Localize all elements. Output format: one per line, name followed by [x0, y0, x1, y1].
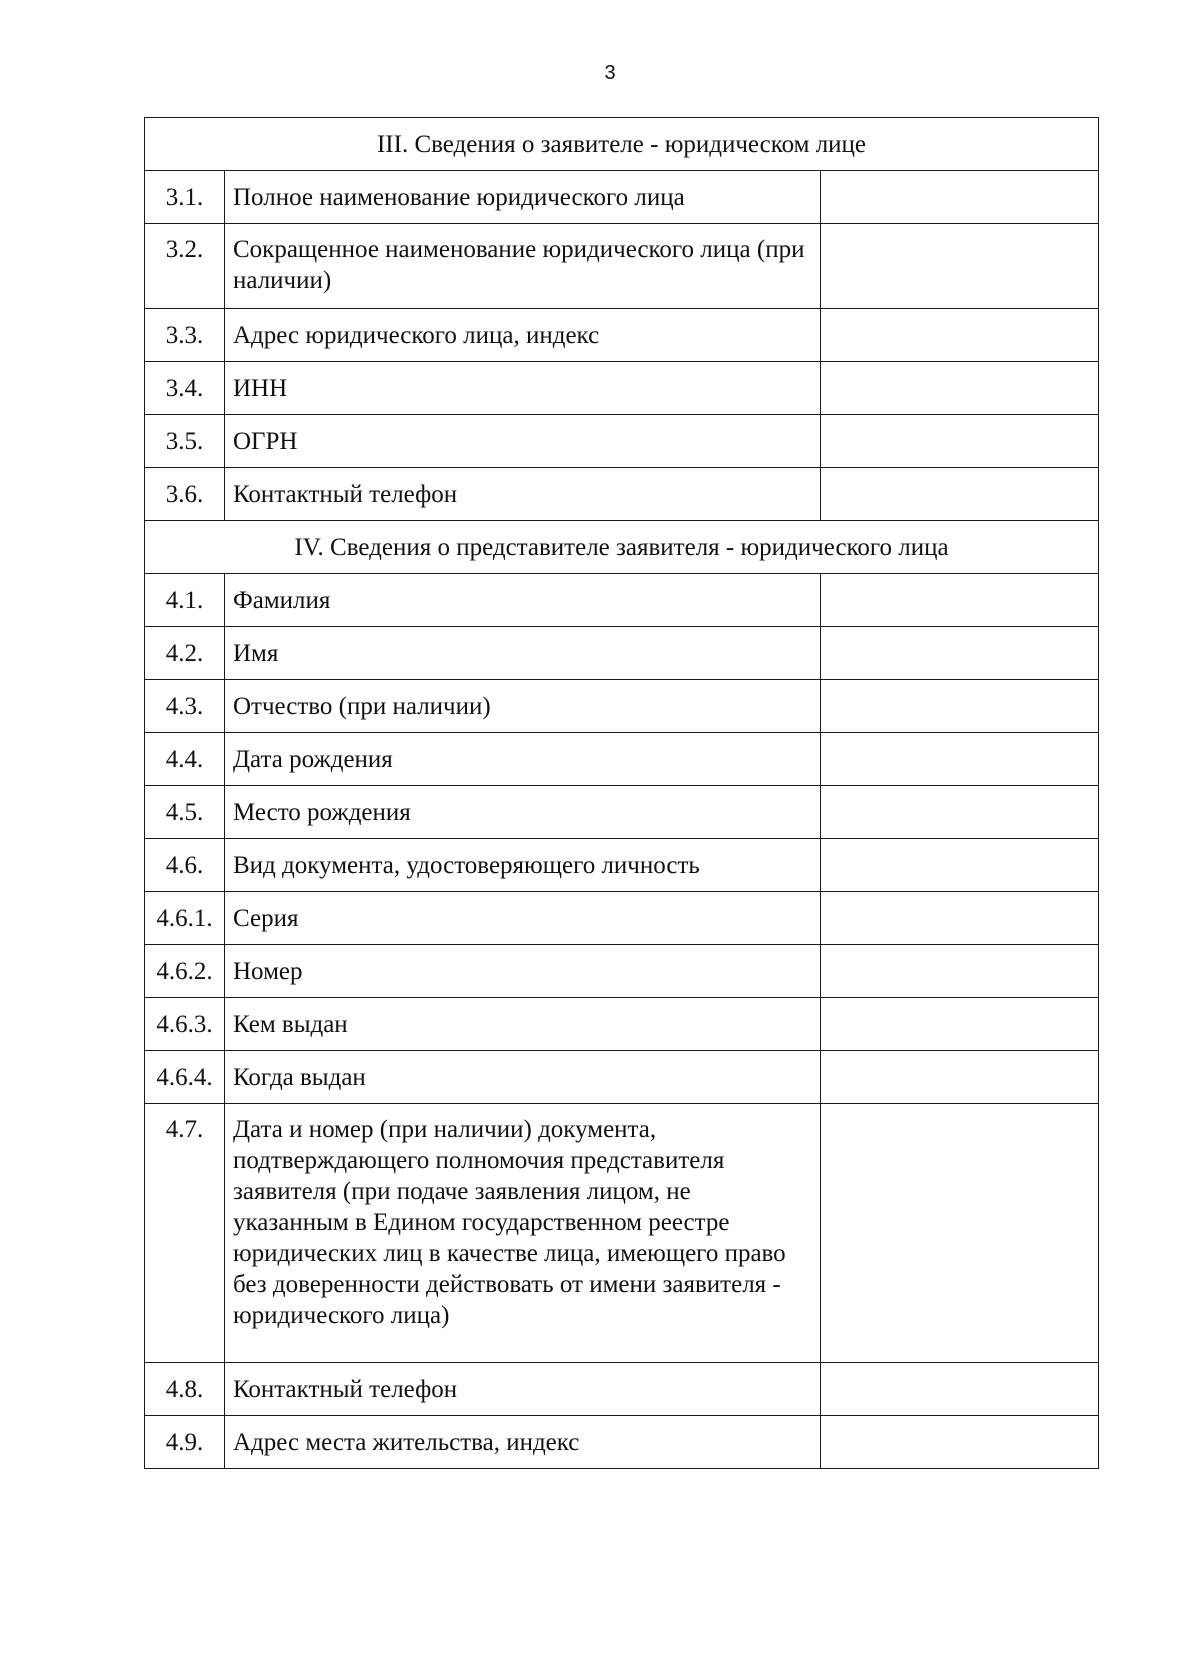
row-label: Номер: [225, 945, 821, 998]
page-number: 3: [604, 62, 616, 84]
row-number: 4.4.: [145, 733, 225, 786]
value-field-ogrn[interactable]: [821, 415, 1099, 468]
row-label: Контактный телефон: [225, 1363, 821, 1416]
row-label: Фамилия: [225, 574, 821, 627]
row-number: 3.6.: [145, 468, 225, 521]
value-field-doc-issue-date[interactable]: [821, 1051, 1099, 1104]
row-number: 4.3.: [145, 680, 225, 733]
section-title: III. Сведения о заявителе - юридическом лице: [145, 118, 1099, 171]
row-label: Полное наименование юридического лица: [225, 171, 821, 224]
value-field-first-name[interactable]: [821, 627, 1099, 680]
row-label: Серия: [225, 892, 821, 945]
value-field-birth-date[interactable]: [821, 733, 1099, 786]
row-number: 4.6.2.: [145, 945, 225, 998]
row-label: Дата и номер (при наличии) документа, подтверждающего полномочия представителя заявителя (при подаче заявления лицом, не указанным в Едином государственном реестре юридических лиц в качестве лица, имеющего право без доверенности действовать от имени заявителя - юридического лица): [225, 1104, 821, 1363]
row-label: Когда выдан: [225, 1051, 821, 1104]
row-number: 3.1.: [145, 171, 225, 224]
row-number: 3.4.: [145, 362, 225, 415]
row-label: Место рождения: [225, 786, 821, 839]
row-number: 4.1.: [145, 574, 225, 627]
row-label: Адрес юридического лица, индекс: [225, 309, 821, 362]
value-field-residence-address[interactable]: [821, 1416, 1099, 1469]
section-header-row: [145, 118, 1099, 171]
applicant-info-table: [144, 117, 1099, 1469]
value-field-phone[interactable]: [821, 468, 1099, 521]
value-field-doc-number[interactable]: [821, 945, 1099, 998]
row-label: Вид документа, удостоверяющего личность: [225, 839, 821, 892]
table-row: [145, 1416, 1099, 1469]
row-number: 4.6.3.: [145, 998, 225, 1051]
table-row: [145, 224, 1099, 309]
table-row: [145, 1104, 1099, 1363]
table-row: [145, 468, 1099, 521]
value-field-patronymic[interactable]: [821, 680, 1099, 733]
table-row: [145, 309, 1099, 362]
row-label: Дата рождения: [225, 733, 821, 786]
row-number: 4.9.: [145, 1416, 225, 1469]
value-field-id-doc-type[interactable]: [821, 839, 1099, 892]
row-label: Имя: [225, 627, 821, 680]
section-title: IV. Сведения о представителе заявителя - юридического лица: [145, 521, 1099, 574]
value-field-doc-series[interactable]: [821, 892, 1099, 945]
table-row: [145, 1051, 1099, 1104]
table-row: [145, 892, 1099, 945]
row-number: 4.5.: [145, 786, 225, 839]
row-number: 3.2.: [145, 224, 225, 309]
row-label: Адрес места жительства, индекс: [225, 1416, 821, 1469]
row-label: Контактный телефон: [225, 468, 821, 521]
row-number: 3.3.: [145, 309, 225, 362]
row-number: 4.7.: [145, 1104, 225, 1363]
row-label: Отчество (при наличии): [225, 680, 821, 733]
row-label: ОГРН: [225, 415, 821, 468]
section-header-row: [145, 521, 1099, 574]
value-field-surname[interactable]: [821, 574, 1099, 627]
table-row: [145, 415, 1099, 468]
row-label: Сокращенное наименование юридического лица (при наличии): [225, 224, 821, 309]
table-row: [145, 362, 1099, 415]
value-field-birth-place[interactable]: [821, 786, 1099, 839]
table-row: [145, 786, 1099, 839]
value-field-address[interactable]: [821, 309, 1099, 362]
row-number: 4.2.: [145, 627, 225, 680]
row-number: 4.6.1.: [145, 892, 225, 945]
table-row: [145, 1363, 1099, 1416]
row-number: 3.5.: [145, 415, 225, 468]
value-field-inn[interactable]: [821, 362, 1099, 415]
value-field-authority-doc[interactable]: [821, 1104, 1099, 1363]
table-row: [145, 733, 1099, 786]
row-number: 4.8.: [145, 1363, 225, 1416]
table-row: [145, 171, 1099, 224]
row-label: ИНН: [225, 362, 821, 415]
table-row: [145, 998, 1099, 1051]
row-number: 4.6.4.: [145, 1051, 225, 1104]
value-field-short-name[interactable]: [821, 224, 1099, 309]
table-row: [145, 627, 1099, 680]
row-label: Кем выдан: [225, 998, 821, 1051]
value-field-doc-issuer[interactable]: [821, 998, 1099, 1051]
value-field-full-name[interactable]: [821, 171, 1099, 224]
table-row: [145, 574, 1099, 627]
table-row: [145, 680, 1099, 733]
value-field-rep-phone[interactable]: [821, 1363, 1099, 1416]
table-row: [145, 945, 1099, 998]
table-row: [145, 839, 1099, 892]
row-number: 4.6.: [145, 839, 225, 892]
